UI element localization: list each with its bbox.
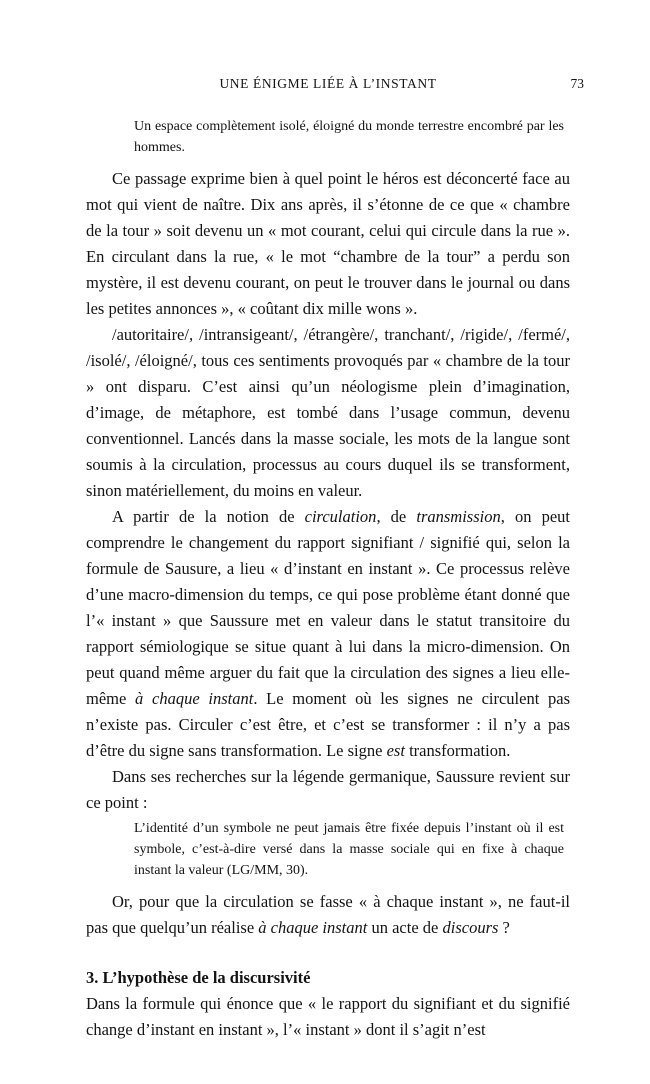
text-run: Dans ses recherches sur la légende germanique, Saussure revient sur ce point : bbox=[86, 767, 570, 812]
paragraph bbox=[86, 504, 570, 764]
text-run: 3. L’hypothèse de la discursivité bbox=[86, 968, 311, 987]
text-run: Ce passage exprime bien à quel point le héros est déconcerté face au mot qui vient de naître. Dix ans après, il s’étonne de ce que « chambre de la tour » soit devenu un « mot courant, celui qui circule dans la rue ». En circulant dans la rue, « le mot “chambre de la tour” a perdu son mystère, il est devenu courant, on peut le trouver dans le journal ou dans les petites annonces », « coûtant dix mille wons ». bbox=[86, 169, 570, 318]
text-run: Or, pour que la circulation se fasse « à chaque instant », ne faut-il pas que quelqu’un réalise bbox=[86, 892, 570, 937]
paragraph bbox=[86, 889, 570, 941]
text-run: à chaque instant bbox=[135, 689, 254, 708]
text-run: à chaque instant bbox=[258, 918, 368, 937]
heading bbox=[86, 965, 570, 991]
paragraph bbox=[86, 166, 570, 322]
text-run: circulation bbox=[304, 507, 377, 526]
text-run: /autoritaire/, /intransigeant/, /étrangère/, tranchant/, /rigide/, /fermé/, /isolé/, /éloigné/, tous ces sentiments provoqués par « chambre de la tour » ont disparu. C’est ainsi qu’un néologisme plein d’imagination, d’image, de métaphore, est tombé dans l’usage commun, devenu conventionnel. Lancés dans la masse sociale, les mots de la langue sont soumis à la circulation, processus au cours duquel ils se transforment, sinon matériellement, du moins en valeur. bbox=[86, 325, 570, 500]
text-run: . Le moment où les signes ne circulent pas n’existe pas. Circuler c’est être, et c’est se transformer : il n’y a pas d’être du signe sans transformation. Le signe bbox=[86, 689, 571, 760]
blockquote bbox=[134, 116, 564, 158]
blockquote bbox=[134, 818, 564, 881]
text-run: est bbox=[386, 741, 405, 760]
running-title: UNE ÉNIGME LIÉE À L’INSTANT bbox=[219, 76, 437, 91]
running-head bbox=[86, 76, 584, 92]
text-run: transmission bbox=[416, 507, 501, 526]
text-run: , on peut comprendre le changement du rapport signifiant / signifié qui, selon la formule de Sausure, a lieu « d’instant en instant ». Ce processus relève d’une macro-dimension du temps, ce qui pose problème étant donné que l’« instant » que Saussure met en valeur dans le statut transitoire du rapport sémiologique se situe quant à lui dans la micro-dimension. On peut quand même arguer du fait que la circulation des signes a lieu elle-même bbox=[86, 507, 570, 708]
paragraph bbox=[86, 764, 570, 816]
text-run: transformation. bbox=[404, 741, 511, 760]
page-content bbox=[86, 116, 570, 1043]
text-run: ? bbox=[498, 918, 510, 937]
paragraph bbox=[86, 322, 570, 504]
paragraph bbox=[86, 991, 570, 1043]
text-run: Dans la formule qui énonce que « le rapport du signifiant et du signifié change d’instant en instant », l’« instant » dont il s’agit n’est bbox=[86, 994, 570, 1039]
text-run: L’identité d’un symbole ne peut jamais être fixée depuis l’instant où il est symbole, c’est-à-dire versé dans la masse sociale qui en fixe à chaque instant la valeur (LG/MM, 30). bbox=[134, 821, 564, 878]
text-run: discours bbox=[442, 918, 499, 937]
text-run: Un espace complètement isolé, éloigné du monde terrestre encombré par les hommes. bbox=[134, 119, 564, 155]
text-run: A partir de la notion de bbox=[112, 507, 305, 526]
text-run: un acte de bbox=[367, 918, 443, 937]
page-number: 73 bbox=[570, 76, 584, 91]
text-run: , de bbox=[376, 507, 417, 526]
